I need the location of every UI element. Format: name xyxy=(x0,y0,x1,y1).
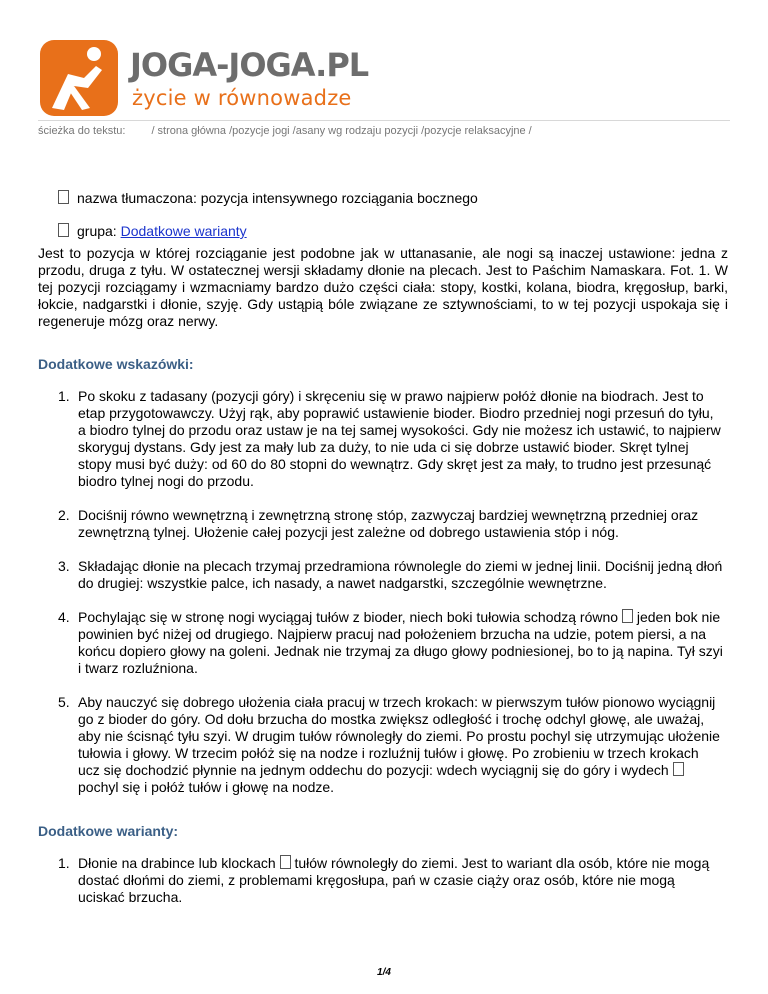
list-item: 1. Po skoku z tadasany (pozycji góry) i skręceniu się w prawo najpierw połóż dłonie na biodrach. Jest to etap przygotowawczy. Użyj rąk, aby poprawić ustawienie bioder. Biodro przedniej nogi przesuń do tyłu, a biodro tylnej do przodu oraz ustaw je na tej samej wysokości. Gdy nie możesz ich ustawić, to najpierw skoryguj dystans. Gdy jest za mały lub za duży, to nie uda ci się dobrze ustawić bioder. Skręt tylnej stopy musi być duży: od 60 do 80 stopni do wewnątrz. Gdy skręt jest za mały, to trudno jest przesunąć biodro tylnej nogi do przodu. xyxy=(58,388,721,489)
page-number: 1/4 xyxy=(377,967,391,978)
group-link[interactable]: Dodatkowe warianty xyxy=(120,223,247,239)
bullet-box-icon xyxy=(58,223,69,237)
list-item: 1. Dłonie na drabince lub klockach tułów równoległy do ziemi. Jest to wariant dla osób, które nie mogą dostać dłońmi do ziemi, z problemami kręgosłupa, pań w czasie ciąży oraz osób, które nie mogą uciskać brzucha. xyxy=(58,855,710,905)
breadcrumb-label: ścieżka do tekstu: xyxy=(38,125,126,137)
tips-list xyxy=(38,388,724,813)
breadcrumb xyxy=(38,125,532,137)
intro-paragraph: Jest to pozycja w której rozciąganie jest podobne jak w uttanasanie, ale nogi są inaczej ustawione: jedna z przodu, druga z tyłu. W ostatecznej wersji składamy dłonie na plecach. Jest to Paśchim Namaskara. Fot. 1. W tej pozycji rozciągamy i wzmacniamy bardzo dużo części ciała: stopy, kostki, kolana, biodra, kręgosłup, barki, łokcie, nadgarstki i dłonie, szyję. Gdy ustąpią bóle związane ze sztywnościami, to w tej pozycji uspokaja się i regeneruje mózg oraz nerwy. xyxy=(38,245,728,329)
dash-placeholder-icon xyxy=(673,762,684,776)
list-item: 2. Dociśnij równo wewnętrzną i zewnętrzną stronę stóp, zazwyczaj bardziej wewnętrzną przedniej oraz zewnętrzną tylnej. Ułożenie całej pozycji jest zależne od dobrego ustawienia stóp i nóg. xyxy=(58,507,699,540)
header-divider xyxy=(38,120,730,121)
bullet-box-icon xyxy=(58,190,69,204)
tips-heading: Dodatkowe wskazówki: xyxy=(38,356,194,372)
dash-placeholder-icon xyxy=(280,855,291,869)
dash-placeholder-icon xyxy=(622,609,633,623)
variants-heading: Dodatkowe warianty: xyxy=(38,823,179,839)
site-logo[interactable] xyxy=(38,38,369,118)
brand-tagline: życie w równowadze xyxy=(132,86,352,110)
group-label: grupa: xyxy=(77,223,117,239)
yoga-figure-icon xyxy=(38,38,120,118)
translated-name-item xyxy=(58,190,478,206)
variants-list xyxy=(38,855,724,923)
list-item: 3. Składając dłonie na plecach trzymaj przedramiona równolegle do ziemi w jednej linii. Dociśnij jedną dłoń do drugiej: wszystkie palce, ich nasady, a nawet nadgarstki, szczególnie wewnętrzne. xyxy=(58,558,723,591)
list-item: 4. Pochylając się w stronę nogi wyciągaj tułów z bioder, niech boki tułowia schodzą równo jeden bok nie powinien być niżej od drugiego. Najpierw pracuj nad położeniem brzucha na udzie, potem piersi, a na końcu dopiero głowy na goleni. Jednak nie trzymaj za długo głowy podniesionej, bo to ją napina. Tył szyi i twarz rozluźniona. xyxy=(58,609,723,676)
translated-name: nazwa tłumaczona: pozycja intensywnego rozciągania bocznego xyxy=(77,190,478,206)
brand-title: JOGA-JOGA.PL xyxy=(130,46,369,84)
list-item: 5. Aby nauczyć się dobrego ułożenia ciała pracuj w trzech krokach: w pierwszym tułów pionowo wyciągnij go z bioder do góry. Od dołu brzucha do mostka zwiększ odległość i trochę odchyl głowę, ale uważaj, aby nie ścisnąć tyłu szyi. W drugim tułów równoległy do ziemi. Po prostu pochyl się utrzymując ułożenie tułowia i głowy. W trzecim połóż się na nodze i rozluźnij tułów i głowę. Po zrobieniu w trzech krokach ucz się dochodzić płynnie na jednym oddechu do pozycji: wdech wyciągnij się do góry i wydech pochyl się i połóż tułów i głowę na nodze. xyxy=(58,694,720,795)
breadcrumb-path[interactable]: / strona główna /pozycje jogi /asany wg rodzaju pozycji /pozycje relaksacyjne / xyxy=(151,125,532,137)
group-item xyxy=(58,223,247,239)
